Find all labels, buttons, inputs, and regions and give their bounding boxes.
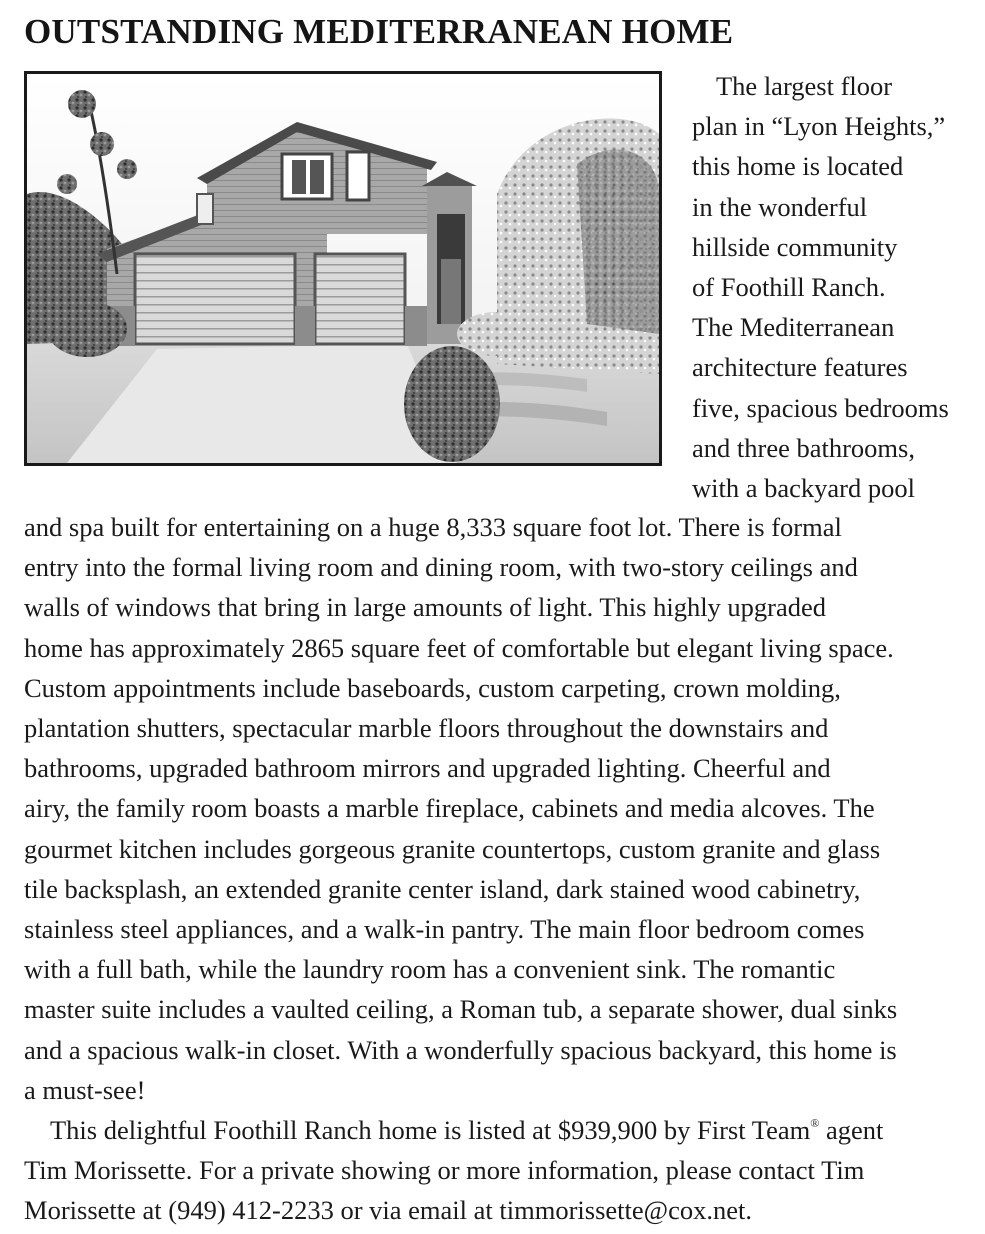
text-line: plan in “Lyon Heights,” <box>692 111 946 142</box>
listing-text: This delightful Foothill Ranch home is listed at $939,900 by First Team <box>50 1115 811 1146</box>
text-line: and three bathrooms, <box>692 432 915 463</box>
text-line: master suite includes a vaulted ceiling, a Roman tub, a separate shower, dual sinks <box>24 994 898 1025</box>
wrapped-paragraph <box>692 66 982 508</box>
text-line: airy, the family room boasts a marble fireplace, cabinets and media alcoves. The <box>24 793 875 824</box>
house-photo <box>24 71 662 466</box>
text-line: and spa built for entertaining on a huge 8,333 square foot lot. There is formal <box>24 512 842 542</box>
text-line: home has approximately 2865 square feet of comfortable but elegant living space. <box>24 632 894 663</box>
text-line: of Foothill Ranch. <box>692 272 886 303</box>
text-line: with a full bath, while the laundry room has a convenient sink. The romantic <box>24 954 836 985</box>
text-line: architecture features <box>692 352 908 383</box>
body-paragraph <box>24 507 974 1231</box>
text-line: five, spacious bedrooms <box>692 392 949 423</box>
house-illustration <box>27 74 659 463</box>
text-line: in the wonderful <box>692 191 868 222</box>
text-line: hillside community <box>692 231 898 262</box>
text-line: this home is located <box>692 151 904 182</box>
text-line: plantation shutters, spectacular marble floors throughout the downstairs and <box>24 713 829 744</box>
text-line: and a spacious walk-in closet. With a wonderfully spacious backyard, this home is <box>24 1034 897 1065</box>
registered-mark: ® <box>810 1116 820 1131</box>
text-line: walls of windows that bring in large amounts of light. This highly upgraded <box>24 592 827 623</box>
text-line: The Mediterranean <box>692 312 895 343</box>
text-line: Custom appointments include baseboards, custom carpeting, crown molding, <box>24 672 841 703</box>
text-line: The largest floor <box>716 71 893 101</box>
text-line: stainless steel appliances, and a walk-in pantry. The main floor bedroom comes <box>24 914 865 945</box>
text-line: a must-see! <box>24 1074 146 1105</box>
text-line: with a backyard pool <box>692 473 915 504</box>
article-title: OUTSTANDING MEDITERRANEAN HOME <box>24 12 734 51</box>
listing-line: Tim Morissette. For a private showing or more information, please contact Tim <box>24 1155 865 1186</box>
listing-text-end: agent <box>819 1115 884 1146</box>
listing-line <box>24 1110 974 1150</box>
contact-line: Morissette at (949) 412-2233 or via email at timmorissette@cox.net. <box>24 1195 752 1226</box>
text-line: bathrooms, upgraded bathroom mirrors and upgraded lighting. Cheerful and <box>24 753 831 784</box>
text-line: tile backsplash, an extended granite center island, dark stained wood cabinetry, <box>24 873 861 904</box>
text-line: entry into the formal living room and dining room, with two-story ceilings and <box>24 552 858 583</box>
text-line: gourmet kitchen includes gorgeous granite countertops, custom granite and glass <box>24 833 881 864</box>
